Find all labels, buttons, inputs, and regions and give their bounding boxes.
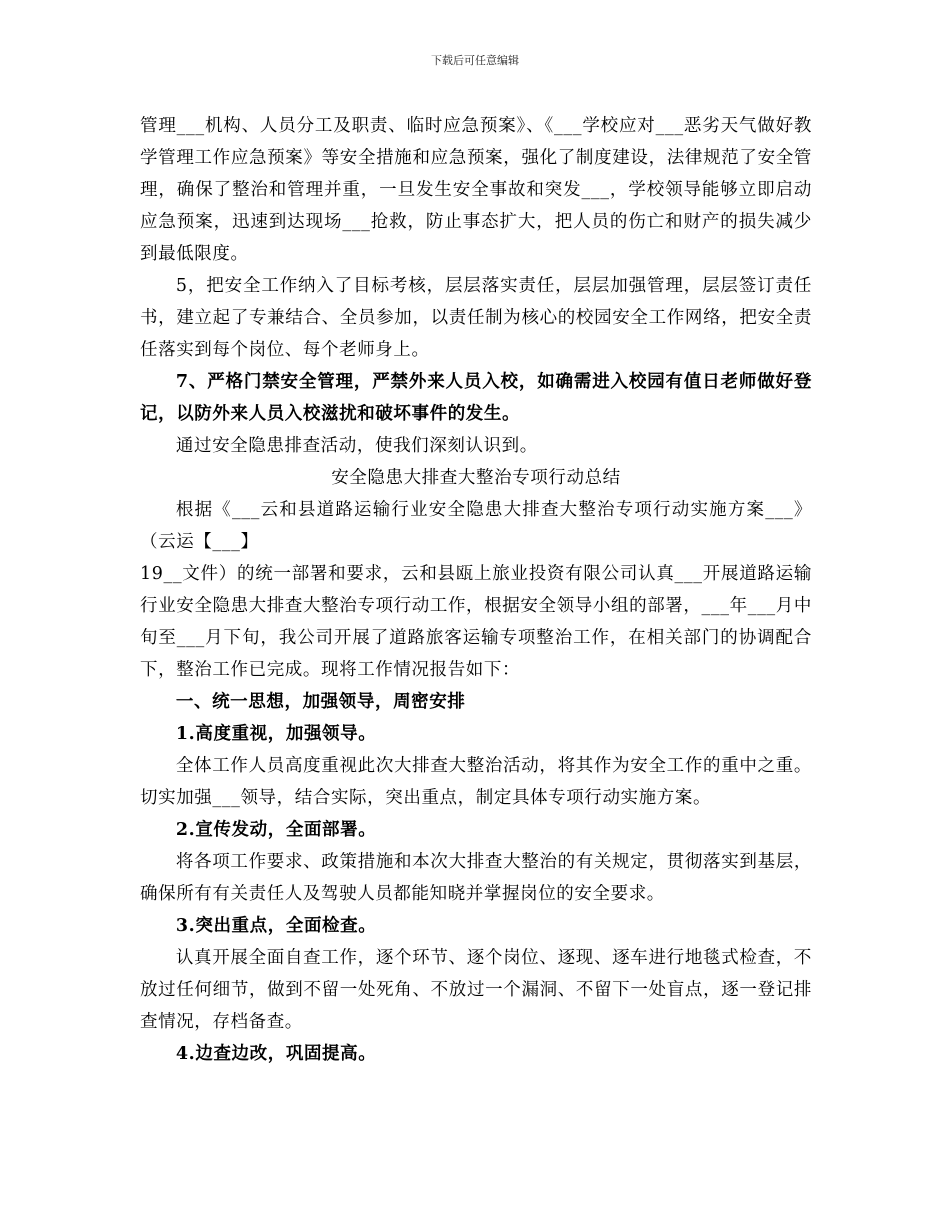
section-title: 安全隐患大排查大整治专项行动总结	[331, 468, 621, 488]
paragraph: 5，把安全工作纳入了目标考核，层层落实责任，层层加强管理，层层签订责任书，建立起了专兼结合、全员参加，以责任制为核心的校园安全工作网络，把安全责任落实到每个岗位、每个老师身上。	[140, 276, 812, 360]
heading-level-1: 一、统一思想，加强领导，周密安排	[175, 692, 466, 712]
paragraph: 通过安全隐患排查活动，使我们深刻认识到。	[175, 436, 538, 456]
heading-level-2: 4.边查边改，巩固提高。	[175, 1044, 377, 1064]
heading-level-2: 1.高度重视，加强领导。	[175, 724, 377, 744]
page-header: 下载后可任意编辑	[431, 54, 519, 67]
paragraph: 认真开展全面自查工作，逐个环节、逐个岗位、逐现、逐车进行地毯式检查，不放过任何细节，做到不留一处死角、不放过一个漏洞、不留下一处盲点，逐一登记排查情况，存档备查。	[140, 948, 812, 1032]
paragraph: 管理___机构、人员分工及职责、临时应急预案》、《___学校应对___恶劣天气做好教学管理工作应急预案》等安全措施和应急预案，强化了制度建设，法律规范了安全管理，确保了整治和管理并重，一旦发生安全事故和突发___，学校领导能够立即启动应急预案，迅速到达现场___抢救，防止事态扩大，把人员的伤亡和财产的损失减少到最低限度。	[140, 116, 812, 264]
heading-level-2: 2.宣传发动，全面部署。	[175, 820, 377, 840]
bold-paragraph: 7、严格门禁安全管理，严禁外来人员入校，如确需进入校园有值日老师做好登记，以防外来人员入校滋扰和破坏事件的发生。	[140, 372, 812, 424]
document-body	[140, 110, 812, 1070]
paragraph: 将各项工作要求、政策措施和本次大排查大整治的有关规定，贯彻落实到基层，确保所有有关责任人及驾驶人员都能知晓并掌握岗位的安全要求。	[140, 852, 812, 904]
paragraph: 19__文件）的统一部署和要求，云和县瓯上旅业投资有限公司认真___开展道路运输行业安全隐患大排查大整治专项行动工作，根据安全领导小组的部署，___年___月中旬至___月下旬，我公司开展了道路旅客运输专项整治工作，在相关部门的协调配合下，整治工作已完成。现将工作情况报告如下：	[140, 564, 812, 680]
paragraph: 全体工作人员高度重视此次大排查大整治活动，将其作为安全工作的重中之重。切实加强___领导，结合实际，突出重点，制定具体专项行动实施方案。	[140, 756, 812, 808]
paragraph: 根据《___云和县道路运输行业安全隐患大排查大整治专项行动实施方案___》（云运【___】	[140, 500, 812, 552]
heading-level-2: 3.突出重点，全面检查。	[175, 916, 377, 936]
